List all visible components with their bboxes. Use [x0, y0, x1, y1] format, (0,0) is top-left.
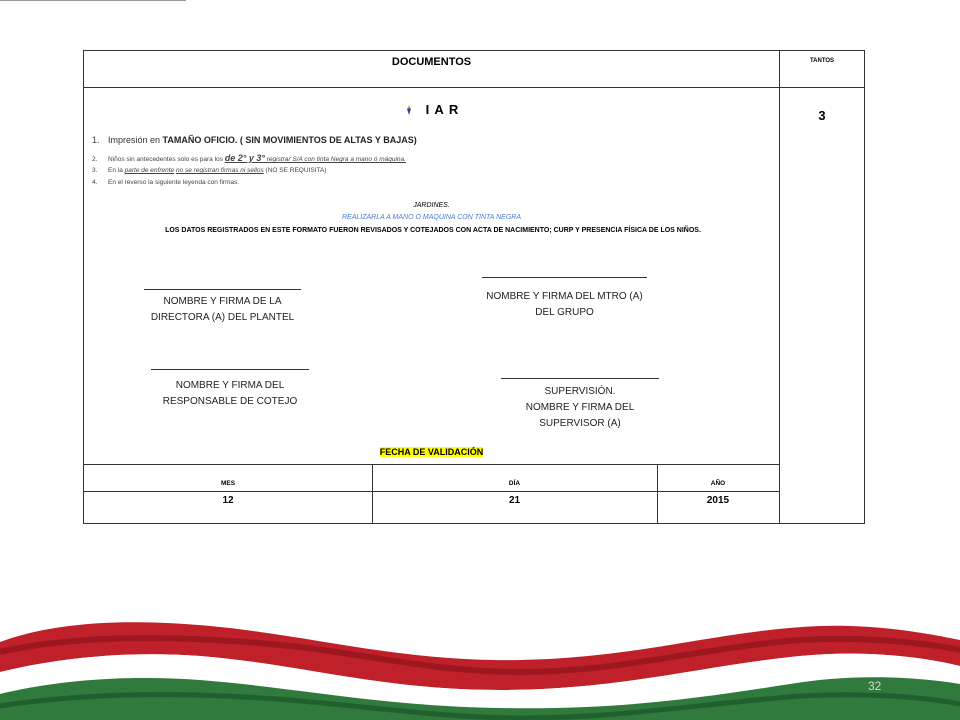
header-dia: DÍA: [508, 480, 521, 487]
date-divider-1: [372, 464, 373, 523]
page-number: 32: [868, 679, 882, 693]
jardines-label: JARDINES.: [413, 202, 450, 209]
list-item-2: [92, 153, 406, 163]
item-text: Niños sin antecedentes solo es para los: [108, 156, 225, 163]
fecha-validacion-label: [84, 447, 779, 457]
value-anio: 2015: [706, 495, 730, 506]
signature-text: NOMBRE Y FIRMA DEL: [525, 402, 635, 413]
signature-cotejo: [130, 378, 330, 410]
value-mes: 12: [222, 495, 234, 506]
datos-statement: LOS DATOS REGISTRADOS EN ESTE FORMATO FUERON REVISADOS Y COTEJADOS CON ACTA DE NACIMIENTO; CURP Y PRESENCIA FÍSICA DE LOS NIÑOS.: [165, 227, 701, 234]
fecha-validacion-text: FECHA DE VALIDACIÓN: [379, 447, 484, 457]
signature-line-maestro: [482, 277, 647, 278]
realizar-note: REALIZARLA A MANO O MAQUINA CON TINTA NEGRA: [341, 214, 522, 221]
item-emph-text: registrar S/A con tinta Negra a mano ó máquina.: [264, 156, 406, 163]
list-item-4: [92, 179, 239, 186]
signature-text: NOMBRE Y FIRMA DEL: [175, 380, 285, 391]
signature-line-directora: [144, 289, 301, 290]
section-title: [84, 102, 779, 117]
header-mes: MES: [220, 480, 236, 487]
decorative-ribbon: [0, 600, 960, 720]
value-dia: 21: [508, 495, 521, 506]
list-item-1: [92, 135, 417, 145]
signature-supervisor: [480, 384, 680, 432]
signature-text: NOMBRE Y FIRMA DE LA: [163, 296, 282, 307]
item-text: Impresión en: [108, 135, 163, 145]
item-bold-text: TAMAÑO OFICIO. ( SIN MOVIMIENTOS DE ALTAS Y BAJAS): [162, 135, 417, 145]
list-number: 2.: [92, 156, 98, 163]
documents-table: [83, 50, 865, 524]
item-text: (NO SE REQUISITA): [263, 167, 327, 174]
item-text: En el reverso la siguiente leyenda con firmas.: [108, 179, 240, 186]
signature-text: SUPERVISOR (A): [539, 418, 621, 429]
list-number: 1.: [92, 135, 100, 145]
date-table-top: [84, 464, 779, 465]
date-table-mid: [84, 491, 779, 492]
header-divider: [84, 87, 864, 88]
list-number: 3.: [92, 167, 98, 174]
item-emph-text: parte de enfrente: [124, 167, 175, 174]
tantos-value: 3: [818, 108, 826, 123]
signature-text: NOMBRE Y FIRMA DEL MTRO (A): [486, 291, 643, 302]
signature-text: DEL GRUPO: [535, 307, 594, 318]
item-text: En la: [108, 167, 125, 174]
item-emph-text: no se registran firmas ni sellos: [175, 167, 264, 174]
list-number: 4.: [92, 179, 98, 186]
date-divider-2: [657, 464, 658, 523]
signature-line-supervisor: [501, 378, 659, 379]
list-item-3: [92, 167, 326, 174]
tantos-header: TANTOS: [809, 58, 835, 64]
signature-line-cotejo: [151, 369, 309, 370]
signature-text: SUPERVISIÓN.: [544, 386, 616, 397]
bullet-arrow-icon: [404, 105, 414, 115]
header-anio: AÑO: [710, 480, 726, 487]
section-title-text: I A R: [425, 102, 460, 117]
item-emph-text: de 2° y 3°: [224, 153, 265, 163]
signature-maestro: [454, 289, 675, 321]
signature-text: DIRECTORA (A) DEL PLANTEL: [150, 312, 295, 323]
documentos-header: DOCUMENTOS: [391, 56, 472, 68]
signature-text: RESPONSABLE DE COTEJO: [162, 396, 298, 407]
top-rule: [0, 0, 186, 1]
signature-directora: [114, 294, 331, 326]
